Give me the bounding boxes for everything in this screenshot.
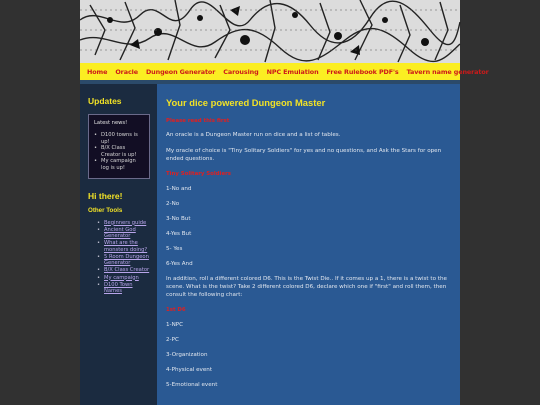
tss-result: 1-No and <box>166 186 192 192</box>
nav-npc-emulation[interactable]: NPC Emulation <box>266 67 319 76</box>
updates-box-title: Latest news! <box>94 120 128 126</box>
tss-result: 2-No <box>166 201 180 207</box>
twist-die-paragraph: In addition, roll a different colored D6. This is the Twist Die.. If it comes up a 1, there is a twist to the scene. What is the twist? Take 2 different colored D6, declare which one if "first" and roll them, then consult the following chart: <box>166 276 447 298</box>
intro-paragraph: An oracle is a Dungeon Master run on dice and a list of tables. <box>166 132 341 138</box>
tool-link-d100-town-names[interactable]: • D100 Town Names <box>104 282 151 295</box>
tool-link-beginners-guide[interactable]: • Beginners guide <box>104 220 151 227</box>
other-tools-list <box>88 220 151 295</box>
dragon-artwork <box>80 0 460 63</box>
tool-link-ancient-god-generator[interactable]: • Ancient God Generator <box>104 227 151 240</box>
updates-box <box>88 114 150 179</box>
tss-heading: Tiny Solitary Soldiers <box>166 171 231 177</box>
first-die-result: 3-Organization <box>166 352 208 358</box>
first-die-result: 2-PC <box>166 337 179 343</box>
tss-result: 4-Yes But <box>166 231 192 237</box>
update-item: • B/X Class Creator is up! <box>94 145 144 158</box>
oracle-choice-paragraph: My oracle of choice is "Tiny Solitary Soldiers" for yes and no questions, and Ask the Stars for open ended questions. <box>166 148 442 162</box>
tss-result: 5- Yes <box>166 246 183 252</box>
first-die-result: 1-NPC <box>166 322 184 328</box>
top-navigation <box>80 63 489 80</box>
first-die-heading: 1st D6 <box>166 307 186 313</box>
updates-heading: Updates <box>88 96 122 106</box>
nav-oracle[interactable]: Oracle <box>115 67 138 76</box>
page-title: Your dice powered Dungeon Master <box>166 97 326 108</box>
hi-there-heading: Hi there! <box>88 190 123 201</box>
nav-dungeon-generator[interactable]: Dungeon Generator <box>145 67 216 76</box>
nav-carousing[interactable]: Carousing <box>223 67 259 76</box>
header-banner-image <box>80 0 460 63</box>
nav-home[interactable]: Home <box>87 67 108 76</box>
sidebar <box>80 84 157 405</box>
first-die-result: 5-Emotional event <box>166 382 218 388</box>
tss-result: 6-Yes And <box>166 261 193 267</box>
tss-result: 3-No But <box>166 216 191 222</box>
update-item: • D100 towns is up! <box>94 132 144 145</box>
read-first-heading: Please read this first <box>166 118 230 124</box>
nav-free-rulebook-pdfs[interactable]: Free Rulebook PDF's <box>326 67 399 76</box>
update-item: • My campaign log is up! <box>94 158 144 171</box>
tool-link-bx-class-creator[interactable]: • B/X Class Creator <box>104 267 151 274</box>
page-container <box>80 0 489 405</box>
nav-tavern-name-generator[interactable]: Tavern name generator <box>406 67 489 76</box>
tool-link-5-room-dungeon[interactable]: • 5 Room Dungeon Generator <box>104 254 151 267</box>
other-tools-heading: Other Tools <box>88 206 123 214</box>
tool-link-monsters-doing[interactable]: • What are the monsters doing? <box>104 240 151 253</box>
tool-link-my-campaign[interactable]: • My campaign <box>104 275 151 282</box>
first-die-result: 4-Physical event <box>166 367 213 373</box>
main-content <box>157 84 460 405</box>
